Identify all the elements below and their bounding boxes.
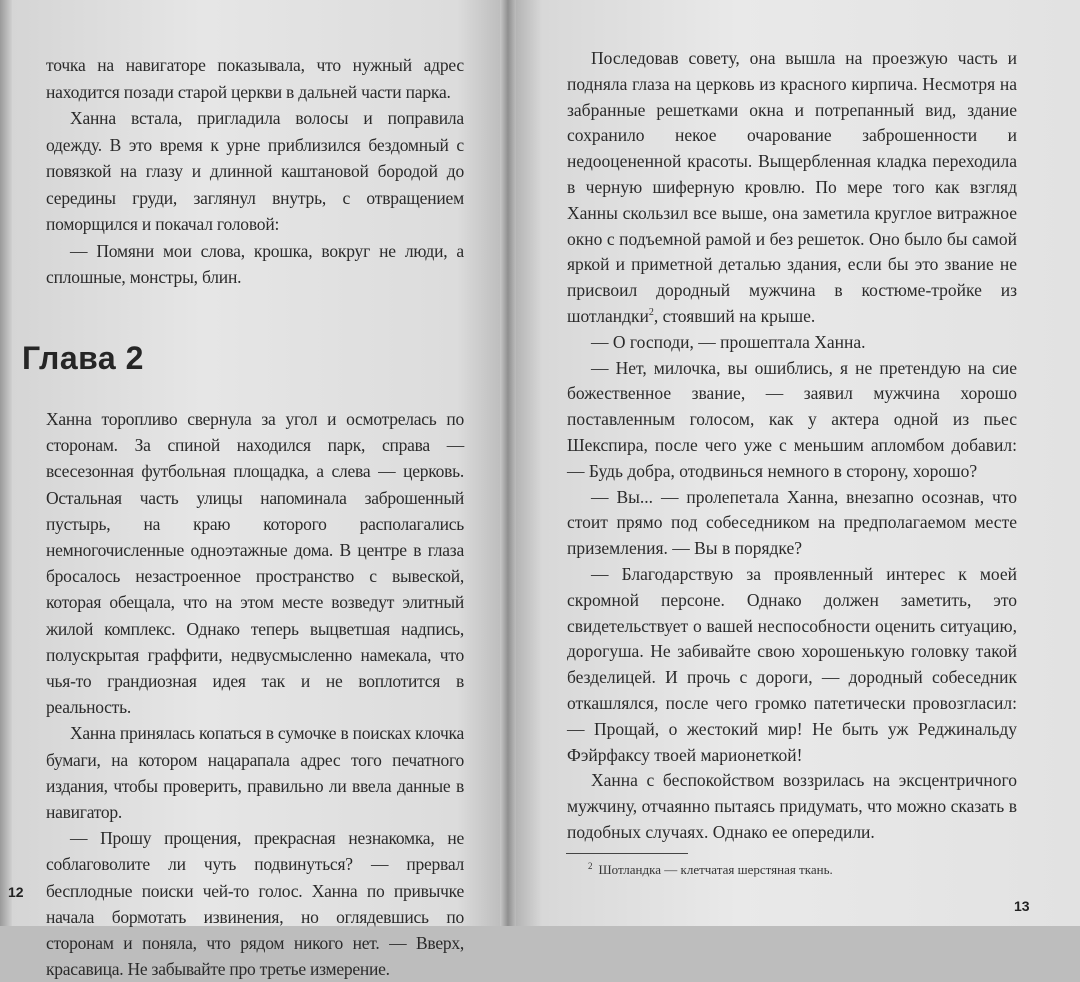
left-chapter-text — [46, 406, 464, 982]
chapter-title: Глава 2 — [22, 340, 144, 376]
paragraph-text: Последовав совету, она вышла на проезжую часть и подняла глаза на церковь из красного кирпича. Несмотря на забранные решетками окна и потрепанный вид, здание сохранило некое очарование заброшенности и недооцененной красоты. Выщербленная кладка переходила в черную шиферную кровлю. По мере того как взгляд Ханны скользил все выше, она заметила круглое витражное окно с подъемной рамой и без решеток. Оно было бы самой яркой и приметной деталью здания, если бы это звание не присвоил дородный мужчина в костюме-тройке из шотландки — [567, 48, 1017, 326]
paragraph: Ханна встала, пригладила волосы и поправила одежду. В это время к урне приблизился бездомный с повязкой на глазу и длинной каштановой бородой до середины груди, заглянул внутрь, с отвращением поморщился и покачал головой: — [46, 108, 464, 234]
paragraph: точка на навигаторе показывала, что нужный адрес находится позади старой церкви в дальней части парка. — [46, 55, 464, 102]
paragraph: — Вы... — пролепетала Ханна, внезапно осознав, что стоит прямо под собеседником на предполагаемом месте приземления. — Вы в порядке? — [567, 486, 1017, 559]
paragraph: — Прошу прощения, прекрасная незнакомка, не соблаговолите ли чуть подвинуться? — прервал бесплодные поиски чей-то голос. Ханна по привычке начала бормотать извинения, но оглядевшись по сторонам и поняла, что рядом никого нет. — Вверх, красавица. Не забывайте про третье измерение. — [46, 828, 464, 980]
left-page-edge — [0, 0, 12, 926]
paragraph: — Помяни мои слова, крошка, вокруг не люди, а сплошные, монстры, блин. — [46, 240, 464, 287]
paragraph: Ханна принялась копаться в сумочке в поисках клочка бумаги, на котором нацарапала адрес того печатного издания, чтобы проверить, правильно ли ввела данные в навигатор. — [46, 723, 464, 823]
footnote-ref: 2 — [648, 307, 654, 319]
left-top-text — [46, 52, 464, 291]
page-number-left: 12 — [8, 884, 24, 900]
footnote — [588, 862, 833, 878]
right-text — [567, 46, 1017, 846]
page-number-right: 13 — [1014, 898, 1030, 914]
book-gutter — [500, 0, 516, 926]
paragraph: Ханна с беспокойством воззрилась на эксцентричного мужчину, отчаянно пытаясь придумать, что можно сказать в подобных случаях. Однако ее опередили. — [567, 770, 1017, 842]
paragraph-tail: , стоявший на крыше. — [653, 305, 816, 326]
paragraph: — Нет, милочка, вы ошиблись, я не претендую на сие божественное звание, — заявил мужчина хорошо поставленным голосом, как у актера одной из пьес Шекспира, после чего уже с меньшим апломбом добавил: — Будь добра, отодвинься немного в сторону, хорошо? — [567, 357, 1017, 481]
paragraph: Ханна торопливо свернула за угол и осмотрелась по сторонам. За спиной находился парк, справа — всесезонная футбольная площадка, а слева — церковь. Остальная часть улицы напоминала заброшенный пустырь, на краю которого располагались немногочисленные одноэтажные дома. В центре в глаза бросалось незастроенное пространство с вывеской, которая обещала, что на этом месте возведут элитный жилой комплекс. Однако теперь выцветшая надпись, полускрытая граффити, недвусмысленно намекала, что чья-то грандиозная идея так и не воплотится в реальность. — [46, 409, 464, 718]
paragraph: — О господи, — прошептала Ханна. — [591, 331, 866, 352]
footnote-text: Шотландка — клетчатая шерстяная ткань. — [598, 862, 833, 877]
paragraph — [567, 46, 1017, 330]
paragraph: — Благодарствую за проявленный интерес к моей скромной персоне. Однако должен заметить, это свидетельствует о вашей неспособности оценить ситуацию, дорогуша. Не забивайте свою хорошенькую головку такой безделицей. И прочь с дороги, — дородный собеседник откашлялся, после чего громко патетически провозгласил: — Прощай, о жестокий мир! Не быть уж Реджинальду Фэйрфаксу твоей марионеткой! — [567, 563, 1017, 765]
footnote-divider — [566, 853, 688, 854]
footnote-number: 2 — [588, 860, 593, 871]
